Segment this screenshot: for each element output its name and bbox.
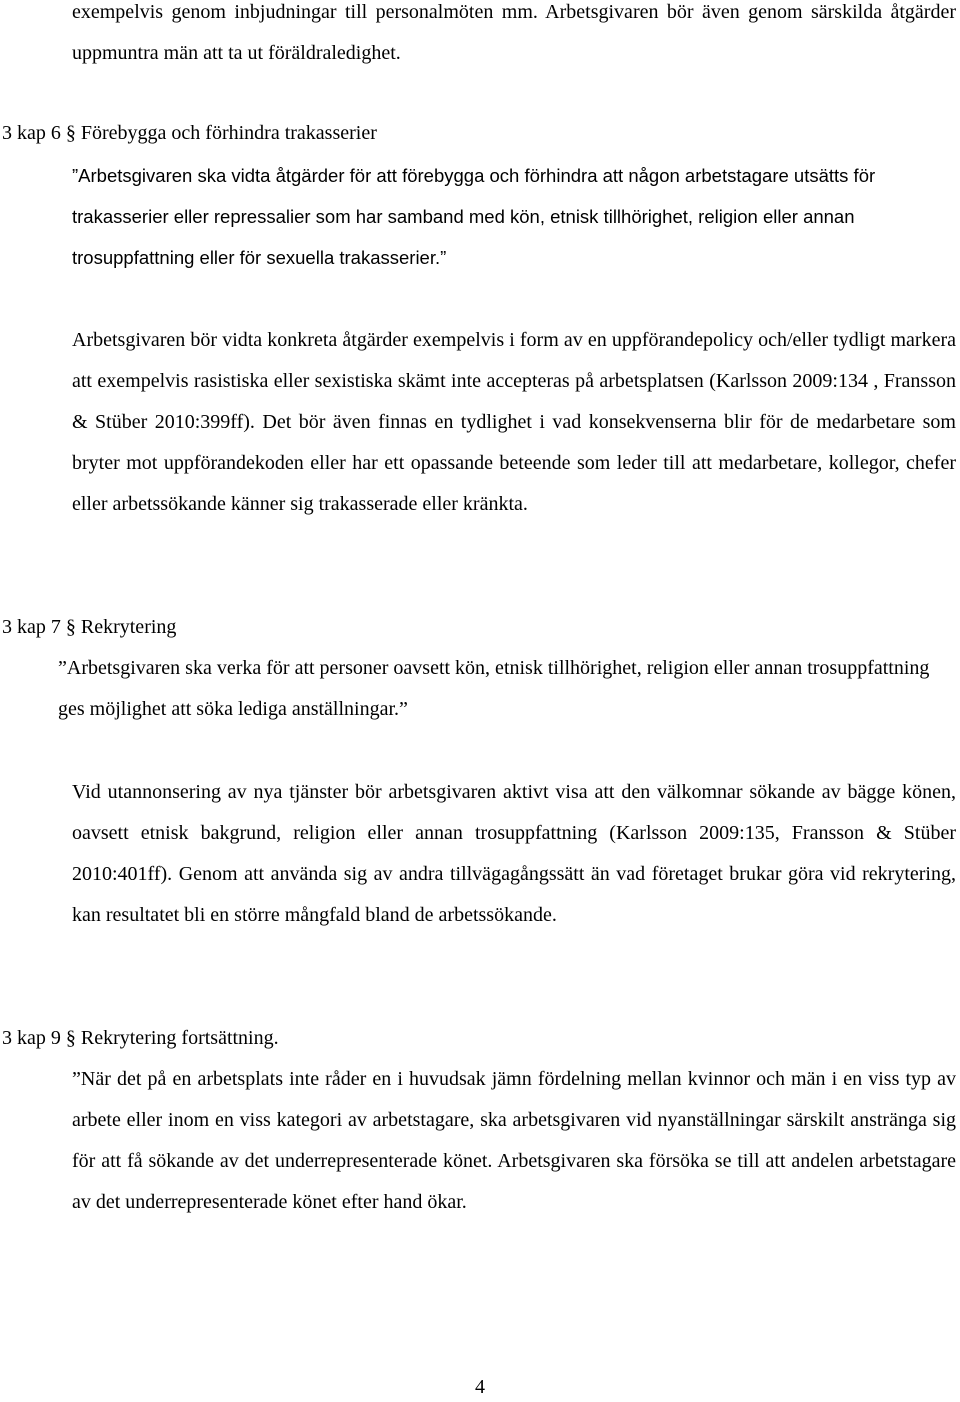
quote-kap6: ”Arbetsgivaren ska vidta åtgärder för att förebygga och förhindra att någon arbetstagare utsätts för trakasserier eller repressalier som har samband med kön, etnisk tillhörighet, religion eller annan trosuppfattning eller för sexuella trakasserier.” — [72, 165, 876, 268]
quote-kap7: ”Arbetsgivaren ska verka för att personer oavsett kön, etnisk tillhörighet, religion eller annan trosuppfattning ges möjlighet att söka lediga anställningar.” — [58, 657, 930, 720]
intro-paragraph: exempelvis genom inbjudningar till personalmöten mm. Arbetsgivaren bör även genom särskilda åtgärder uppmuntra män att ta ut föräldraledighet. — [72, 1, 956, 64]
page-number: 4 — [475, 1376, 485, 1398]
section-heading-kap7: 3 kap 7 § Rekrytering — [2, 616, 177, 638]
section-heading-kap6: 3 kap 6 § Förebygga och förhindra trakasserier — [2, 122, 377, 144]
paragraph-kap7: Vid utannonsering av nya tjänster bör arbetsgivaren aktivt visa att den välkomnar sökande av bägge könen, oavsett etnisk bakgrund, religion eller annan trosuppfattning (Karlsson 2009:135, Fransson & Stüber 2010:401ff). Genom att använda sig av andra tillvägagångssätt än vad företaget brukar göra vid rekrytering, kan resultatet bli en större mångfald bland de arbetssökande. — [72, 781, 956, 926]
paragraph-kap6: Arbetsgivaren bör vidta konkreta åtgärder exempelvis i form av en uppförandepolicy och/eller tydligt markera att exempelvis rasistiska eller sexistiska skämt inte accepteras på arbetsplatsen (Karlsson 2009:134 , Fransson & Stüber 2010:399ff). Det bör även finnas en tydlighet i vad konsekvenserna blir för de medarbetare som bryter mot uppförandekoden eller har ett opassande beteende som leder till att medarbetare, kollegor, chefer eller arbetssökande känner sig trakasserade eller kränkta. — [72, 329, 956, 515]
quote-kap9: ”När det på en arbetsplats inte råder en i huvudsak jämn fördelning mellan kvinnor och män i en viss typ av arbete eller inom en viss kategori av arbetstagare, ska arbetsgivaren vid nyanställningar särskilt anstränga sig för att få sökande av det underrepresenterade könet. Arbetsgivaren ska försöka se till att andelen arbetstagare av det underrepresenterade könet efter hand ökar. — [72, 1068, 956, 1213]
section-heading-kap9: 3 kap 9 § Rekrytering fortsättning. — [2, 1027, 279, 1049]
